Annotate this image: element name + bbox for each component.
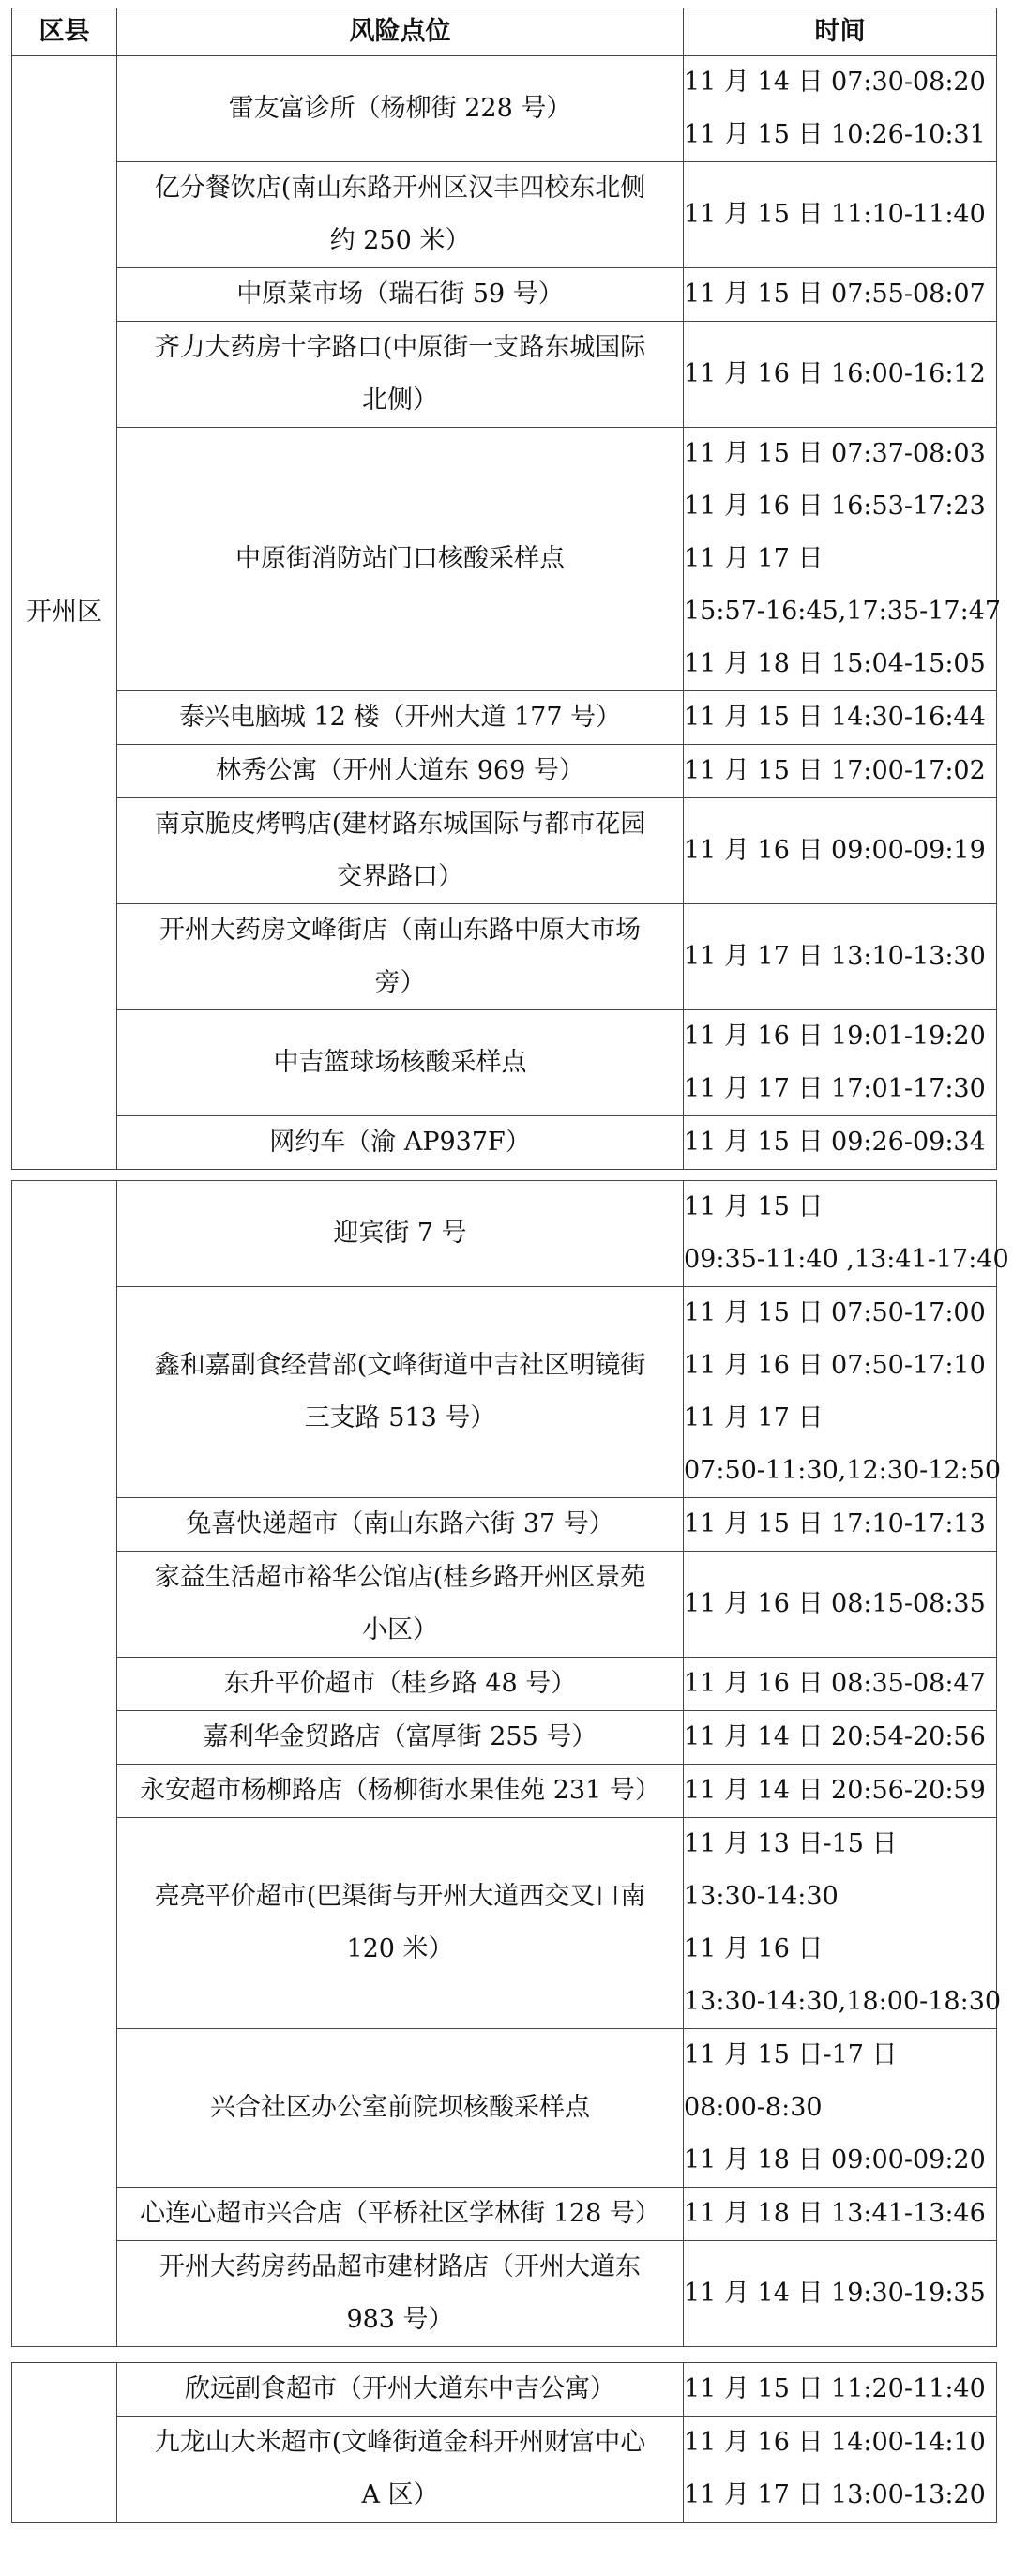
risk-table-section-3 bbox=[11, 2362, 997, 2523]
table-row bbox=[12, 1552, 997, 1658]
time-cell bbox=[684, 1711, 997, 1765]
place-cell bbox=[117, 2241, 684, 2347]
time-cell bbox=[684, 745, 997, 798]
district-cell: 开州区 bbox=[12, 56, 117, 1170]
time-cell bbox=[684, 1765, 997, 1818]
place-cell bbox=[117, 56, 684, 162]
table-row bbox=[12, 322, 997, 428]
place-cell bbox=[117, 1818, 684, 2029]
time-cell bbox=[684, 1287, 1002, 1498]
table-row bbox=[12, 904, 997, 1010]
header-place: 风险点位 bbox=[117, 8, 684, 56]
table-row bbox=[12, 691, 997, 745]
place-text: 泰兴电脑城 12 楼（开州大道 177 号） bbox=[178, 703, 622, 732]
table-row bbox=[12, 1498, 997, 1552]
place-text: 嘉利华金贸路店（富厚街 255 号） bbox=[203, 1722, 597, 1751]
place-cell bbox=[117, 2417, 684, 2523]
table-row bbox=[12, 798, 997, 904]
place-cell bbox=[117, 1181, 684, 1287]
place-text: 家益生活超市裕华公馆店(桂乡路开州区景苑 bbox=[154, 1563, 646, 1592]
time-text: 11 月 13 日-15 日 bbox=[684, 1829, 898, 1858]
time-text: 11 月 15 日 09:26-09:34 bbox=[684, 1128, 986, 1157]
table-body bbox=[12, 1181, 1009, 2347]
place-text: 齐力大药房十字路口(中原街一支路东城国际 bbox=[154, 333, 646, 362]
table-row bbox=[12, 268, 997, 322]
place-cell bbox=[117, 428, 684, 691]
table-row bbox=[12, 428, 997, 691]
table-row bbox=[12, 1658, 997, 1711]
place-text: 永安超市杨柳路店（杨柳街水果佳苑 231 号） bbox=[140, 1776, 660, 1805]
place-cell bbox=[117, 268, 684, 322]
district-cell bbox=[12, 2363, 117, 2523]
time-cell bbox=[684, 2363, 997, 2417]
time-text: 11 月 15 日 14:30-16:44 bbox=[684, 703, 986, 732]
risk-table-section-2 bbox=[11, 1180, 1009, 2347]
time-text: 11 月 15 日 10:26-10:31 bbox=[684, 120, 986, 149]
place-text: 欣远副食超市（开州大道东中吉公寓） bbox=[185, 2374, 615, 2403]
time-cell bbox=[684, 268, 997, 322]
time-text: 11 月 16 日 16:00-16:12 bbox=[684, 359, 986, 388]
time-text: 11 月 15 日 07:37-08:03 bbox=[684, 439, 986, 468]
time-text: 07:50-11:30,12:30-12:50 bbox=[684, 1456, 1002, 1485]
time-text: 11 月 16 日 09:00-09:19 bbox=[684, 836, 986, 865]
place-text: 中原菜市场（瑞石街 59 号） bbox=[236, 280, 564, 309]
place-cell bbox=[117, 1765, 684, 1818]
place-cell bbox=[117, 322, 684, 428]
place-text: 三支路 513 号） bbox=[304, 1403, 496, 1432]
table-row bbox=[12, 162, 997, 268]
time-text: 09:35-11:40 ,13:41-17:40 bbox=[684, 1245, 1009, 1274]
place-text: 雷友富诊所（杨柳街 228 号） bbox=[228, 94, 572, 123]
place-cell bbox=[117, 1552, 684, 1658]
time-text: 11 月 14 日 20:54-20:56 bbox=[684, 1722, 986, 1751]
table-row bbox=[12, 1287, 997, 1498]
time-text: 11 月 17 日 13:00-13:20 bbox=[684, 2480, 986, 2509]
time-text: 11 月 16 日 08:35-08:47 bbox=[684, 1669, 986, 1698]
place-text: 鑫和嘉副食经营部(文峰街道中吉社区明镜街 bbox=[154, 1351, 646, 1380]
time-text: 11 月 14 日 07:30-08:20 bbox=[684, 68, 986, 97]
time-cell bbox=[684, 428, 1002, 691]
time-text: 08:00-8:30 bbox=[684, 2093, 823, 2122]
place-cell bbox=[117, 162, 684, 268]
time-text: 11 月 17 日 bbox=[684, 544, 824, 573]
table-row bbox=[12, 2188, 997, 2241]
time-cell bbox=[684, 691, 997, 745]
place-text: 兴合社区办公室前院坝核酸采样点 bbox=[210, 2093, 590, 2122]
time-text: 11 月 15 日 07:55-08:07 bbox=[684, 280, 986, 309]
table-row bbox=[12, 2363, 997, 2417]
place-text: 亮亮平价超市(巴渠街与开州大道西交叉口南 bbox=[154, 1882, 646, 1911]
place-cell bbox=[117, 2188, 684, 2241]
table-row bbox=[12, 2029, 997, 2188]
table-row bbox=[12, 1711, 997, 1765]
district-cell bbox=[12, 1181, 117, 2347]
place-cell bbox=[117, 1711, 684, 1765]
time-text: 11 月 17 日 13:10-13:30 bbox=[684, 942, 986, 971]
time-text: 11 月 15 日 11:20-11:40 bbox=[684, 2374, 986, 2403]
table-row bbox=[12, 2241, 997, 2347]
time-text: 11 月 15 日 07:50-17:00 bbox=[684, 1298, 986, 1327]
place-cell bbox=[117, 691, 684, 745]
place-text: 中原街消防站门口核酸采样点 bbox=[235, 544, 565, 573]
place-cell bbox=[117, 745, 684, 798]
time-text: 15:57-16:45,17:35-17:47 bbox=[684, 597, 1002, 626]
place-text: 中吉篮球场核酸采样点 bbox=[273, 1048, 527, 1077]
time-cell bbox=[684, 1818, 1002, 2029]
table-row bbox=[12, 1818, 997, 2029]
place-text: A 区） bbox=[361, 2480, 439, 2509]
time-text: 11 月 17 日 17:01-17:30 bbox=[684, 1074, 986, 1103]
time-text: 11 月 15 日-17 日 bbox=[684, 2040, 898, 2069]
time-cell bbox=[684, 1116, 997, 1170]
time-cell bbox=[684, 2029, 997, 2188]
place-text: 南京脆皮烤鸭店(建材路东城国际与都市花园 bbox=[154, 810, 646, 839]
time-text: 11 月 16 日 08:15-08:35 bbox=[684, 1589, 986, 1618]
place-text: 北侧） bbox=[362, 386, 438, 415]
place-text: 开州大药房药品超市建材路店（开州大道东 bbox=[159, 2252, 641, 2281]
time-text: 11 月 17 日 bbox=[684, 1403, 824, 1432]
time-cell bbox=[684, 1181, 1009, 1287]
time-text: 11 月 18 日 13:41-13:46 bbox=[684, 2199, 986, 2228]
place-text: 东升平价超市（桂乡路 48 号） bbox=[223, 1669, 577, 1698]
place-text: 兔喜快递超市（南山东路六街 37 号） bbox=[186, 1509, 614, 1538]
time-text: 11 月 16 日 07:50-17:10 bbox=[684, 1351, 986, 1380]
table-body bbox=[12, 2363, 997, 2523]
place-cell bbox=[117, 1010, 684, 1116]
place-text: 约 250 米） bbox=[329, 226, 471, 255]
table-row bbox=[12, 1765, 997, 1818]
place-cell bbox=[117, 798, 684, 904]
time-text: 11 月 15 日 bbox=[684, 1192, 824, 1221]
time-cell bbox=[684, 2241, 997, 2347]
place-text: 交界路口） bbox=[337, 862, 463, 891]
time-text: 11 月 15 日 17:10-17:13 bbox=[684, 1509, 986, 1538]
table-row bbox=[12, 1116, 997, 1170]
time-text: 13:30-14:30 bbox=[684, 1882, 839, 1911]
place-text: 迎宾街 7 号 bbox=[333, 1219, 467, 1248]
place-cell bbox=[117, 1116, 684, 1170]
time-cell bbox=[684, 1658, 997, 1711]
place-text: 九龙山大米超市(文峰街道金科开州财富中心 bbox=[154, 2428, 646, 2457]
place-cell bbox=[117, 1287, 684, 1498]
place-text: 120 米） bbox=[346, 1934, 454, 1963]
place-text: 开州大药房文峰街店（南山东路中原大市场 bbox=[159, 916, 641, 945]
place-text: 旁） bbox=[374, 968, 426, 997]
place-cell bbox=[117, 904, 684, 1010]
header-time: 时间 bbox=[684, 8, 997, 56]
time-cell bbox=[684, 322, 997, 428]
time-text: 11 月 16 日 14:00-14:10 bbox=[684, 2428, 986, 2457]
place-cell bbox=[117, 1658, 684, 1711]
place-text: 网约车（渝 AP937F） bbox=[269, 1128, 531, 1157]
table-row bbox=[12, 1181, 997, 1287]
table-body bbox=[12, 56, 1002, 1170]
time-cell bbox=[684, 1552, 997, 1658]
time-text: 11 月 15 日 11:10-11:40 bbox=[684, 200, 986, 229]
time-cell bbox=[684, 2188, 997, 2241]
time-text: 13:30-14:30,18:00-18:30 bbox=[684, 1987, 1002, 2016]
time-text: 11 月 14 日 19:30-19:35 bbox=[684, 2279, 986, 2308]
time-text: 11 月 14 日 20:56-20:59 bbox=[684, 1776, 986, 1805]
header-district: 区县 bbox=[12, 8, 117, 56]
table-row bbox=[12, 745, 997, 798]
time-cell bbox=[684, 904, 997, 1010]
table-row bbox=[12, 2417, 997, 2523]
table-header-row bbox=[12, 8, 997, 56]
risk-table-section-1 bbox=[11, 8, 1002, 1170]
time-cell bbox=[684, 56, 997, 162]
place-text: 小区） bbox=[362, 1615, 438, 1644]
place-cell bbox=[117, 2029, 684, 2188]
time-cell bbox=[684, 162, 997, 268]
time-text: 11 月 16 日 16:53-17:23 bbox=[684, 492, 986, 521]
place-text: 心连心超市兴合店（平桥社区学林街 128 号） bbox=[140, 2199, 660, 2228]
table-row bbox=[12, 1010, 997, 1116]
place-cell bbox=[117, 2363, 684, 2417]
time-text: 11 月 18 日 15:04-15:05 bbox=[684, 649, 986, 678]
time-cell bbox=[684, 798, 997, 904]
table-row bbox=[12, 56, 997, 162]
place-cell bbox=[117, 1498, 684, 1552]
time-text: 11 月 16 日 19:01-19:20 bbox=[684, 1022, 986, 1051]
place-text: 林秀公寓（开州大道东 969 号） bbox=[216, 756, 584, 785]
time-cell bbox=[684, 1498, 997, 1552]
time-cell bbox=[684, 1010, 997, 1116]
time-text: 11 月 18 日 09:00-09:20 bbox=[684, 2145, 986, 2174]
place-text: 亿分餐饮店(南山东路开州区汉丰四校东北侧 bbox=[154, 174, 646, 203]
time-text: 11 月 15 日 17:00-17:02 bbox=[684, 756, 986, 785]
time-text: 11 月 16 日 bbox=[684, 1934, 824, 1963]
time-cell bbox=[684, 2417, 997, 2523]
place-text: 983 号） bbox=[346, 2305, 454, 2334]
